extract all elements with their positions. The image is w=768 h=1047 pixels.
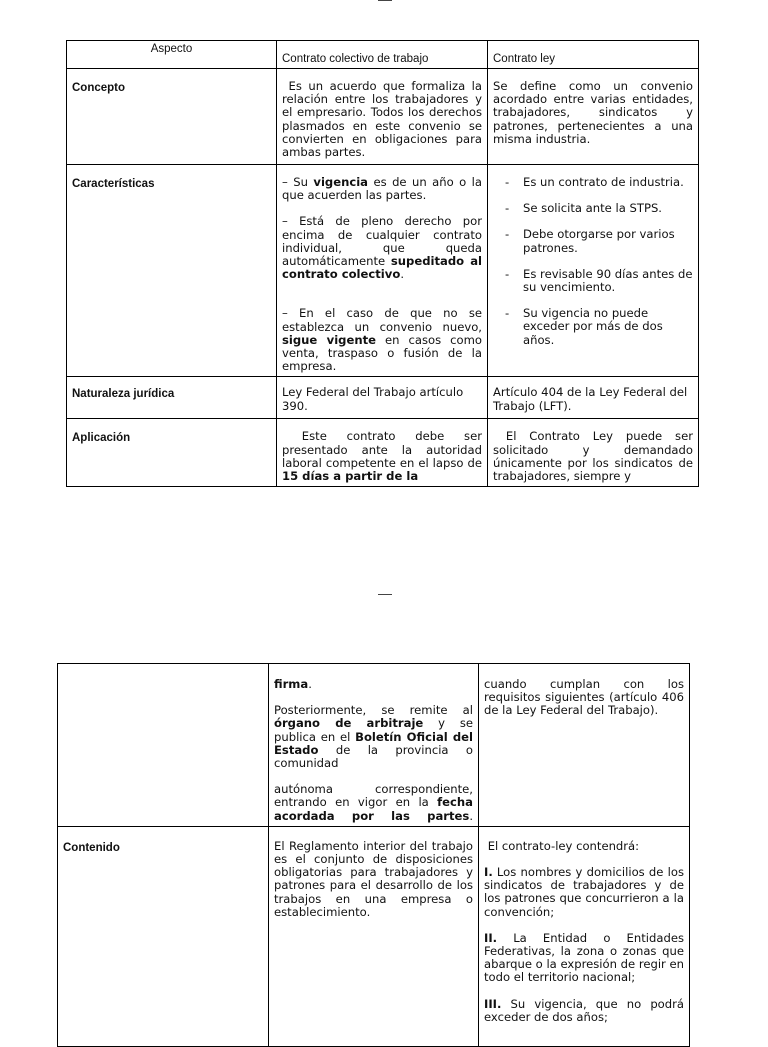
- label-aplicacion: Aplicación: [67, 419, 277, 487]
- page-mark-middle: [378, 594, 392, 595]
- paragraph-supeditado: – Está de pleno derecho por encima de cualquier contrato individual, que queda automáticamente supeditado al contrato colectivo.: [282, 214, 486, 282]
- paragraph-firma: firma.: [274, 677, 312, 691]
- label-naturaleza: Naturaleza jurídica: [67, 377, 277, 419]
- cell-naturaleza-colectivo: Ley Federal del Trabajo artículo 390.: [277, 377, 488, 419]
- header-ley: Contrato ley: [488, 41, 699, 69]
- list-item: - Su vigencia no puede exceder por más de dos años.: [493, 307, 693, 347]
- row-contenido: [58, 826, 690, 1046]
- cell-aplicacion-ley-cont: cuando cumplan con los requisitos siguientes (artículo 406 de la Ley Federal del Trabajo).: [479, 664, 690, 827]
- row-concepto: [67, 69, 699, 165]
- page-mark-top: [378, 0, 392, 1]
- ley-characteristics-list: [493, 176, 693, 347]
- cell-concepto-colectivo: Es un acuerdo que formaliza la relación entre los trabajadores y el empresario. Todos los derechos plasmados en este convenio se convierten en obligaciones para ambas partes.: [277, 69, 488, 165]
- label-concepto: Concepto: [67, 69, 277, 165]
- contenido-item-2: II. La Entidad o Entidades Federativas, la zona o zonas que abarque o la expresión de regir en todo el territorio nacional;: [484, 930, 688, 985]
- cell-contenido-colectivo: El Reglamento interior del trabajo es el conjunto de disposiciones obligatorias para trabajadores y patrones para el desarrollo de los trabajos en una empresa o establecimiento.: [269, 826, 479, 1046]
- label-contenido: Contenido: [58, 826, 269, 1046]
- contenido-item-3: III. Su vigencia, que no podrá exceder de dos años;: [484, 996, 688, 1024]
- list-item: - Se solicita ante la STPS.: [493, 202, 693, 215]
- label-empty: [58, 664, 269, 827]
- label-caracteristicas: Características: [67, 165, 277, 377]
- list-item: - Es un contrato de industria.: [493, 176, 693, 189]
- row-aplicacion-continued: [58, 664, 690, 827]
- header-colectivo: Contrato colectivo de trabajo: [277, 41, 488, 69]
- cell-naturaleza-ley: Artículo 404 de la Ley Federal del Trabajo (LFT).: [488, 377, 699, 419]
- cell-aplicacion-colectivo: Este contrato debe ser presentado ante la autoridad laboral competente en el lapso de 15 días a partir de la: [277, 419, 488, 487]
- cell-concepto-ley: Se define como un convenio acordado entre varias entidades, trabajadores, sindicatos y patrones, pertenecientes a una misma industria.: [488, 69, 699, 165]
- cell-caracteristicas-ley: [488, 165, 699, 377]
- row-caracteristicas: [67, 165, 699, 377]
- header-row: [67, 41, 699, 69]
- row-naturaleza: [67, 377, 699, 419]
- cell-caracteristicas-colectivo: [277, 165, 488, 377]
- comparison-table-page-1: [66, 40, 699, 487]
- paragraph-vigencia: – Su vigencia es de un año o la que acuerden las partes.: [282, 175, 486, 203]
- paragraph-fecha-acordada: autónoma correspondiente, entrando en vigor en la fecha acordada por las partes.: [274, 782, 477, 823]
- cell-aplicacion-colectivo-cont: [269, 664, 479, 827]
- paragraph-organo-arbitraje: Posteriormente, se remite al órgano de arbitraje y se publica en el Boletín Oficial del Estado de la provincia o comunidad: [274, 703, 477, 771]
- paragraph-sigue-vigente: – En el caso de que no se establezca un convenio nuevo, sigue vigente en casos como venta, traspaso o fusión de la empresa.: [282, 306, 486, 374]
- list-item: - Es revisable 90 días antes de su vencimiento.: [493, 268, 693, 294]
- cell-contenido-ley: [479, 826, 690, 1046]
- row-aplicacion: [67, 419, 699, 487]
- list-item: - Debe otorgarse por varios patrones.: [493, 228, 693, 254]
- contenido-intro: El contrato-ley contendrá:: [484, 838, 640, 853]
- cell-aplicacion-ley: El Contrato Ley puede ser solicitado y demandado únicamente por los sindicatos de trabajadores, siempre y: [488, 419, 699, 487]
- contenido-item-1: I. Los nombres y domicilios de los sindicatos de trabajadores y de los patrones que concurrieron a la convención;: [484, 865, 688, 919]
- header-aspecto: Aspecto: [67, 41, 277, 69]
- comparison-table-page-2: [57, 663, 690, 1047]
